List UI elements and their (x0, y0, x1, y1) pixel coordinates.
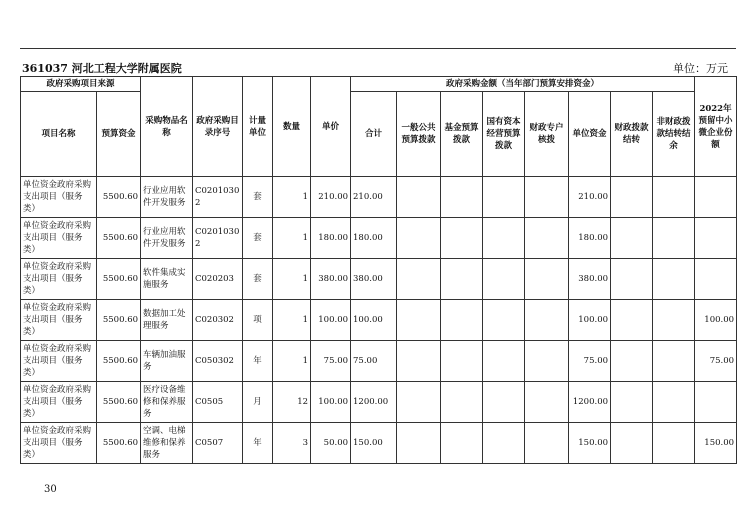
cell-general (397, 218, 441, 259)
cell-state (483, 341, 525, 382)
col-carry: 财政拨款结转 (611, 92, 653, 177)
cell-total: 210.00 (351, 177, 397, 218)
cell-unit-fund: 210.00 (569, 177, 611, 218)
cell-state (483, 300, 525, 341)
cell-total: 380.00 (351, 259, 397, 300)
col-state-capital: 国有资本经营预算拨款 (483, 92, 525, 177)
cell-price: 100.00 (311, 300, 351, 341)
cell-catalog: C0507 (193, 423, 243, 464)
cell-total: 180.00 (351, 218, 397, 259)
cell-qty: 3 (273, 423, 311, 464)
col-catalog-no: 政府采购目录序号 (193, 77, 243, 177)
cell-unit-fund: 180.00 (569, 218, 611, 259)
cell-uom: 套 (243, 177, 273, 218)
unit-label: 单位：万元 (673, 62, 728, 75)
col-total: 合计 (351, 92, 397, 177)
cell-fund (441, 259, 483, 300)
cell-uom: 年 (243, 423, 273, 464)
cell-qty: 12 (273, 382, 311, 423)
cell-nonfiscal (653, 218, 695, 259)
col-price: 单价 (311, 77, 351, 177)
cell-uom: 月 (243, 382, 273, 423)
col-nonfiscal-carry: 非财政拨款结转结余 (653, 92, 695, 177)
cell-fund (441, 300, 483, 341)
cell-unit-fund: 150.00 (569, 423, 611, 464)
cell-sme (695, 177, 737, 218)
cell-carry (611, 218, 653, 259)
cell-unit-fund: 100.00 (569, 300, 611, 341)
cell-nonfiscal (653, 177, 695, 218)
cell-general (397, 423, 441, 464)
cell-qty: 1 (273, 341, 311, 382)
cell-project: 单位资金政府采购支出项目（服务类） (21, 423, 97, 464)
cell-fund (441, 177, 483, 218)
cell-qty: 1 (273, 259, 311, 300)
cell-total: 1200.00 (351, 382, 397, 423)
cell-project: 单位资金政府采购支出项目（服务类） (21, 341, 97, 382)
cell-total: 75.00 (351, 341, 397, 382)
cell-nonfiscal (653, 423, 695, 464)
cell-item: 车辆加油服务 (141, 341, 193, 382)
cell-uom: 套 (243, 218, 273, 259)
cell-fund (441, 218, 483, 259)
col-uom: 计量单位 (243, 77, 273, 177)
cell-budget: 5500.60 (97, 423, 141, 464)
cell-budget: 5500.60 (97, 382, 141, 423)
cell-qty: 1 (273, 218, 311, 259)
cell-price: 50.00 (311, 423, 351, 464)
col-fund: 基金预算拨款 (441, 92, 483, 177)
cell-carry (611, 177, 653, 218)
col-qty: 数量 (273, 77, 311, 177)
cell-project: 单位资金政府采购支出项目（服务类） (21, 218, 97, 259)
cell-uom: 年 (243, 341, 273, 382)
table-row (21, 259, 737, 300)
col-project-name: 项目名称 (21, 92, 97, 177)
cell-budget: 5500.60 (97, 218, 141, 259)
cell-carry (611, 382, 653, 423)
cell-fund (441, 423, 483, 464)
cell-unit-fund: 75.00 (569, 341, 611, 382)
cell-item: 医疗设备维修和保养服务 (141, 382, 193, 423)
org-title: 361037 河北工程大学附属医院 (22, 62, 182, 75)
col-budget: 预算资金 (97, 92, 141, 177)
cell-price: 100.00 (311, 382, 351, 423)
cell-state (483, 259, 525, 300)
group-amount: 政府采购金额（当年部门预算安排资金） (351, 77, 695, 92)
cell-nonfiscal (653, 341, 695, 382)
cell-special (525, 177, 569, 218)
cell-total: 100.00 (351, 300, 397, 341)
cell-budget: 5500.60 (97, 300, 141, 341)
cell-carry (611, 341, 653, 382)
cell-catalog: C050302 (193, 341, 243, 382)
cell-special (525, 341, 569, 382)
cell-general (397, 177, 441, 218)
cell-nonfiscal (653, 259, 695, 300)
cell-project: 单位资金政府采购支出项目（服务类） (21, 259, 97, 300)
cell-special (525, 423, 569, 464)
cell-catalog: C0201030 2 (193, 177, 243, 218)
cell-general (397, 300, 441, 341)
cell-carry (611, 300, 653, 341)
cell-item: 空调、电梯维修和保养服务 (141, 423, 193, 464)
cell-qty: 1 (273, 300, 311, 341)
cell-budget: 5500.60 (97, 177, 141, 218)
cell-carry (611, 423, 653, 464)
cell-item: 行业应用软件开发服务 (141, 177, 193, 218)
cell-price: 210.00 (311, 177, 351, 218)
cell-project: 单位资金政府采购支出项目（服务类） (21, 300, 97, 341)
cell-catalog: C0201030 2 (193, 218, 243, 259)
col-unit-fund: 单位资金 (569, 92, 611, 177)
col-sme: 2022年预留中小微企业份额 (695, 77, 737, 177)
col-item-name: 采购物品名称 (141, 77, 193, 177)
cell-sme: 100.00 (695, 300, 737, 341)
cell-price: 75.00 (311, 341, 351, 382)
cell-fund (441, 382, 483, 423)
cell-special (525, 300, 569, 341)
cell-general (397, 341, 441, 382)
cell-total: 150.00 (351, 423, 397, 464)
page-number: 30 (44, 484, 57, 495)
cell-carry (611, 259, 653, 300)
cell-budget: 5500.60 (97, 259, 141, 300)
cell-nonfiscal (653, 300, 695, 341)
cell-sme: 150.00 (695, 423, 737, 464)
cell-general (397, 382, 441, 423)
cell-unit-fund: 1200.00 (569, 382, 611, 423)
cell-general (397, 259, 441, 300)
cell-item: 数据加工处理服务 (141, 300, 193, 341)
cell-nonfiscal (653, 382, 695, 423)
top-rule (20, 48, 736, 49)
cell-unit-fund: 380.00 (569, 259, 611, 300)
cell-special (525, 382, 569, 423)
cell-state (483, 382, 525, 423)
cell-sme (695, 259, 737, 300)
cell-sme: 75.00 (695, 341, 737, 382)
cell-sme (695, 382, 737, 423)
cell-budget: 5500.60 (97, 341, 141, 382)
cell-item: 软件集成实施服务 (141, 259, 193, 300)
table-row (21, 300, 737, 341)
table-row (21, 177, 737, 218)
cell-uom: 项 (243, 300, 273, 341)
cell-price: 380.00 (311, 259, 351, 300)
cell-fund (441, 341, 483, 382)
cell-state (483, 177, 525, 218)
cell-item: 行业应用软件开发服务 (141, 218, 193, 259)
table-row (21, 382, 737, 423)
cell-price: 180.00 (311, 218, 351, 259)
cell-catalog: C020203 (193, 259, 243, 300)
group-source: 政府采购项目来源 (21, 77, 141, 92)
cell-special (525, 259, 569, 300)
table-row (21, 341, 737, 382)
cell-sme (695, 218, 737, 259)
table-row (21, 218, 737, 259)
cell-project: 单位资金政府采购支出项目（服务类） (21, 177, 97, 218)
cell-qty: 1 (273, 177, 311, 218)
cell-state (483, 218, 525, 259)
col-special: 财政专户核拨 (525, 92, 569, 177)
cell-uom: 套 (243, 259, 273, 300)
cell-state (483, 423, 525, 464)
cell-catalog: C0505 (193, 382, 243, 423)
col-general: 一般公共预算拨款 (397, 92, 441, 177)
cell-catalog: C020302 (193, 300, 243, 341)
procurement-table (20, 76, 737, 464)
cell-project: 单位资金政府采购支出项目（服务类） (21, 382, 97, 423)
table-row (21, 423, 737, 464)
cell-special (525, 218, 569, 259)
